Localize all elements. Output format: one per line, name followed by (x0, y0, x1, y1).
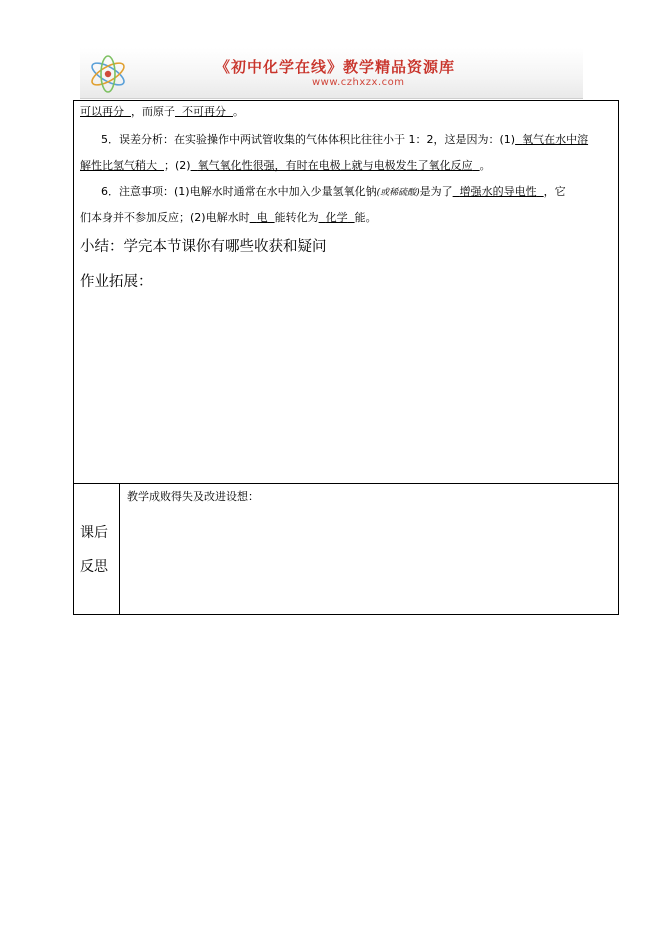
answer-blank: 不可再分 (182, 105, 226, 118)
reflection-label-line2: 反思 (80, 559, 108, 575)
banner-url: www.czhxzx.com (312, 77, 405, 88)
answer-blank: 可以再分 (80, 105, 124, 118)
answer-blank: 电 (256, 211, 268, 224)
text-line-1: 可以再分 ，而原子 不可再分 。 (80, 105, 244, 118)
atom-logo-icon (86, 54, 130, 94)
reflection-label-line1: 课后 (80, 525, 108, 541)
answer-blank: 化学 (325, 211, 348, 224)
header-banner (80, 48, 583, 99)
content-box (73, 100, 619, 484)
answer-blank: 增强水的导电性 (459, 185, 537, 198)
homework-heading: 作业拓展： (80, 274, 153, 290)
text-line-2: 5．误差分析：在实验操作中两试管收集的气体体积比往往小于 1：2，这是因为：(1) 氧气在水中溶 (101, 133, 589, 146)
reflection-section (73, 484, 619, 615)
reflection-title: 教学成败得失及改进设想： (127, 490, 259, 503)
column-divider (119, 484, 120, 614)
answer-blank: 氧气在水中溶 (522, 133, 589, 146)
text-line-5: 们本身并不参加反应；(2)电解水时 电 能转化为 化学 能。 (80, 211, 377, 224)
summary-text: 小结：学完本节课你有哪些收获和疑问 (80, 239, 327, 255)
answer-blank: 解性比氢气稍大 (80, 159, 157, 172)
text-line-4: 6．注意事项：(1)电解水时通常在水中加入少量氢氧化钠(或稀硫酸)是为了 增强水的导电性 ，它 (101, 185, 566, 198)
banner-title: 《初中化学在线》教学精品资源库 (215, 58, 456, 76)
text-line-3: 解性比氢气稍大 ；(2) 氧气氧化性很强，有时在电极上就与电极发生了氧化反应 。 (80, 159, 491, 172)
answer-blank: 氧气氧化性很强，有时在电极上就与电极发生了氧化反应 (197, 159, 473, 172)
